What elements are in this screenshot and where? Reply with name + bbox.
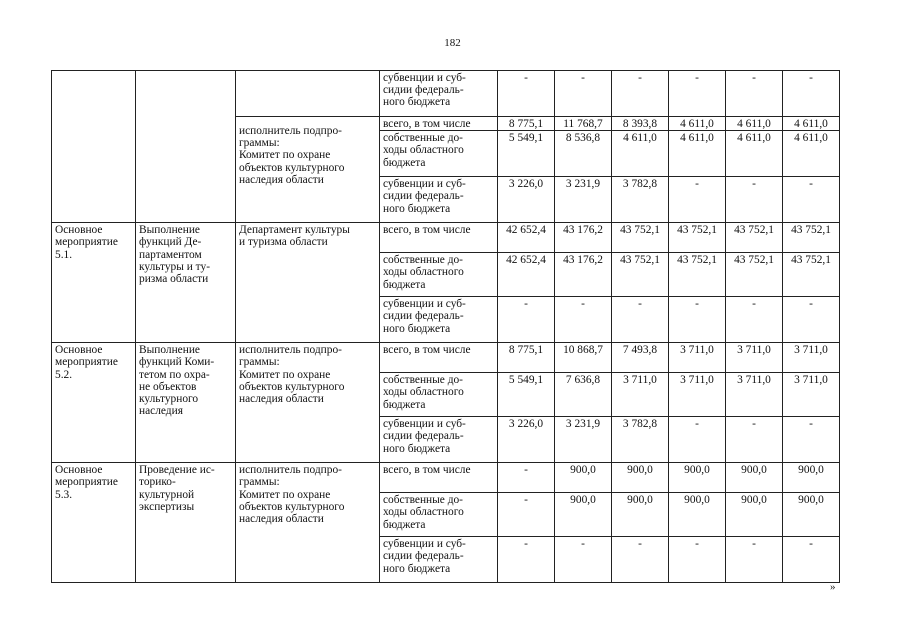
value-cell: - bbox=[498, 493, 555, 537]
value-cell: - bbox=[612, 297, 669, 343]
funding-source-cell: всего, в том числе bbox=[380, 463, 498, 493]
value-cell: 42 652,4 bbox=[498, 223, 555, 253]
value-cell: 43 752,1 bbox=[669, 223, 726, 253]
measure-description-cell: Проведение ис- торико- культурной экспертизы bbox=[136, 463, 236, 583]
value-cell: 8 393,8 bbox=[612, 117, 669, 131]
measure-name-cell: Основное мероприятие 5.1. bbox=[52, 223, 136, 343]
table-row bbox=[52, 223, 840, 253]
value-cell: 900,0 bbox=[669, 463, 726, 493]
value-cell: 3 711,0 bbox=[783, 373, 840, 417]
value-cell: 43 176,2 bbox=[555, 223, 612, 253]
funding-source-cell: всего, в том числе bbox=[380, 223, 498, 253]
value-cell: - bbox=[726, 71, 783, 117]
funding-source-cell: собственные до- ходы областного бюджета bbox=[380, 131, 498, 177]
value-cell: 5 549,1 bbox=[498, 373, 555, 417]
value-cell: - bbox=[498, 297, 555, 343]
measure-name-cell: Основное мероприятие 5.2. bbox=[52, 343, 136, 463]
value-cell: 5 549,1 bbox=[498, 131, 555, 177]
value-cell: - bbox=[669, 297, 726, 343]
value-cell: 3 782,8 bbox=[612, 177, 669, 223]
value-cell: - bbox=[498, 463, 555, 493]
value-cell: 43 752,1 bbox=[783, 223, 840, 253]
value-cell: 900,0 bbox=[555, 463, 612, 493]
funding-source-cell: собственные до- ходы областного бюджета bbox=[380, 253, 498, 297]
value-cell: - bbox=[612, 537, 669, 583]
funding-source-cell: субвенции и суб- сидии федераль- ного бюджета bbox=[380, 537, 498, 583]
value-cell: 43 752,1 bbox=[612, 223, 669, 253]
value-cell: 43 752,1 bbox=[726, 253, 783, 297]
value-cell: - bbox=[669, 71, 726, 117]
value-cell: 10 868,7 bbox=[555, 343, 612, 373]
value-cell: - bbox=[669, 177, 726, 223]
value-cell: 3 226,0 bbox=[498, 177, 555, 223]
executor-cell: исполнитель подпро- граммы: Комитет по охране объектов культурного наследия области bbox=[236, 343, 380, 463]
value-cell: 42 652,4 bbox=[498, 253, 555, 297]
funding-source-cell: субвенции и суб- сидии федераль- ного бюджета bbox=[380, 71, 498, 117]
value-cell: 3 231,9 bbox=[555, 417, 612, 463]
value-cell: 3 711,0 bbox=[669, 373, 726, 417]
value-cell: 900,0 bbox=[726, 493, 783, 537]
value-cell: 3 711,0 bbox=[726, 373, 783, 417]
table-row bbox=[52, 343, 840, 373]
value-cell: 43 752,1 bbox=[783, 253, 840, 297]
value-cell: 900,0 bbox=[612, 493, 669, 537]
value-cell: 4 611,0 bbox=[783, 131, 840, 177]
value-cell: 8 775,1 bbox=[498, 117, 555, 131]
value-cell: 900,0 bbox=[783, 493, 840, 537]
value-cell: 900,0 bbox=[612, 463, 669, 493]
value-cell: - bbox=[498, 71, 555, 117]
value-cell: 3 711,0 bbox=[669, 343, 726, 373]
value-cell: - bbox=[726, 177, 783, 223]
executor-cell: Департамент культуры и туризма области bbox=[236, 223, 380, 343]
value-cell: 900,0 bbox=[783, 463, 840, 493]
funding-source-cell: субвенции и суб- сидии федераль- ного бюджета bbox=[380, 177, 498, 223]
value-cell: 8 775,1 bbox=[498, 343, 555, 373]
value-cell: 900,0 bbox=[669, 493, 726, 537]
value-cell: 4 611,0 bbox=[783, 117, 840, 131]
measure-name-cell bbox=[52, 71, 136, 223]
value-cell: - bbox=[783, 297, 840, 343]
executor-cell: исполнитель подпро- граммы: Комитет по охране объектов культурного наследия области bbox=[236, 463, 380, 583]
value-cell: 3 231,9 bbox=[555, 177, 612, 223]
funding-source-cell: всего, в том числе bbox=[380, 117, 498, 131]
page-number: 182 bbox=[444, 37, 461, 49]
value-cell: 3 711,0 bbox=[726, 343, 783, 373]
table-row bbox=[52, 71, 840, 117]
value-cell: 4 611,0 bbox=[612, 131, 669, 177]
value-cell: 43 752,1 bbox=[612, 253, 669, 297]
value-cell: 3 782,8 bbox=[612, 417, 669, 463]
value-cell: 7 493,8 bbox=[612, 343, 669, 373]
value-cell: - bbox=[555, 297, 612, 343]
value-cell: - bbox=[555, 71, 612, 117]
value-cell: 3 711,0 bbox=[612, 373, 669, 417]
value-cell: 8 536,8 bbox=[555, 131, 612, 177]
value-cell: - bbox=[669, 417, 726, 463]
funding-source-cell: субвенции и суб- сидии федераль- ного бюджета bbox=[380, 417, 498, 463]
funding-source-cell: собственные до- ходы областного бюджета bbox=[380, 493, 498, 537]
measure-description-cell bbox=[136, 71, 236, 223]
value-cell: - bbox=[783, 177, 840, 223]
value-cell: - bbox=[783, 71, 840, 117]
value-cell: - bbox=[783, 537, 840, 583]
value-cell: 900,0 bbox=[726, 463, 783, 493]
budget-table bbox=[51, 70, 840, 583]
value-cell: - bbox=[498, 537, 555, 583]
executor-cell bbox=[236, 71, 380, 117]
funding-source-cell: субвенции и суб- сидии федераль- ного бюджета bbox=[380, 297, 498, 343]
value-cell: 3 226,0 bbox=[498, 417, 555, 463]
value-cell: 900,0 bbox=[555, 493, 612, 537]
value-cell: 4 611,0 bbox=[669, 131, 726, 177]
value-cell: 3 711,0 bbox=[783, 343, 840, 373]
value-cell: 11 768,7 bbox=[555, 117, 612, 131]
value-cell: - bbox=[555, 537, 612, 583]
value-cell: 43 176,2 bbox=[555, 253, 612, 297]
value-cell: 4 611,0 bbox=[726, 131, 783, 177]
table-row bbox=[52, 463, 840, 493]
measure-description-cell: Выполнение функций Де- партаментом культуры и ту- ризма области bbox=[136, 223, 236, 343]
value-cell: - bbox=[726, 537, 783, 583]
value-cell: - bbox=[783, 417, 840, 463]
value-cell: 4 611,0 bbox=[669, 117, 726, 131]
funding-source-cell: собственные до- ходы областного бюджета bbox=[380, 373, 498, 417]
executor-cell: исполнитель подпро- граммы: Комитет по охране объектов культурного наследия области bbox=[236, 117, 380, 223]
value-cell: 43 752,1 bbox=[669, 253, 726, 297]
value-cell: 43 752,1 bbox=[726, 223, 783, 253]
measure-description-cell: Выполнение функций Коми- тетом по охра- не объектов культурного наследия bbox=[136, 343, 236, 463]
closing-quote-mark: » bbox=[830, 581, 836, 593]
value-cell: 4 611,0 bbox=[726, 117, 783, 131]
funding-source-cell: всего, в том числе bbox=[380, 343, 498, 373]
value-cell: - bbox=[726, 297, 783, 343]
value-cell: 7 636,8 bbox=[555, 373, 612, 417]
value-cell: - bbox=[612, 71, 669, 117]
value-cell: - bbox=[669, 537, 726, 583]
value-cell: - bbox=[726, 417, 783, 463]
measure-name-cell: Основное мероприятие 5.3. bbox=[52, 463, 136, 583]
